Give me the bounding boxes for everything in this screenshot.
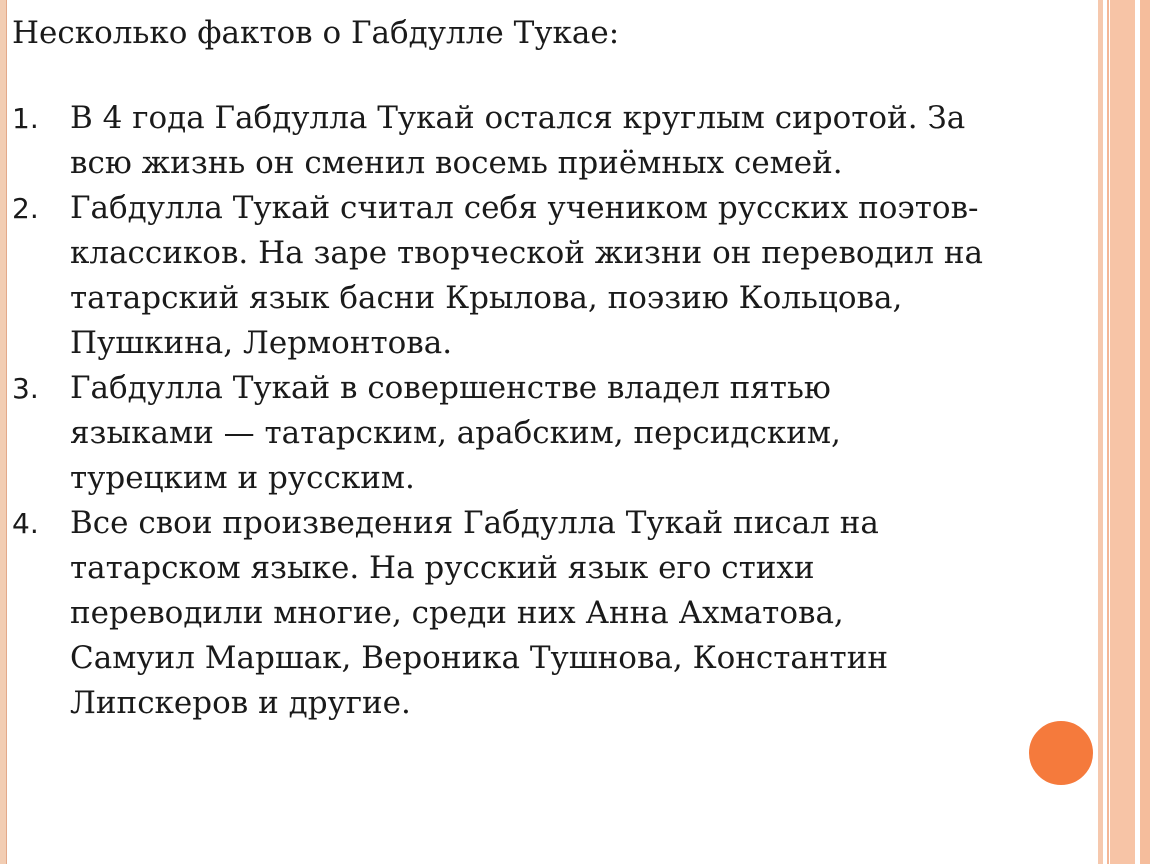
- slide-heading: Несколько фактов о Габдулле Тукае:: [12, 15, 620, 51]
- item-text-line: всю жизнь он сменил восемь приёмных семей.: [70, 145, 843, 181]
- slide-content: [12, 10, 1092, 726]
- list-item: [12, 186, 1092, 366]
- stripe: [1110, 0, 1135, 864]
- list-item: [12, 96, 1092, 186]
- right-decorative-stripes: [1098, 0, 1150, 864]
- item-text-line: турецким и русским.: [70, 460, 415, 496]
- item-text-line: переводили многие, среди них Анна Ахматова,: [70, 595, 844, 631]
- item-text-line: Липскеров и другие.: [70, 685, 411, 721]
- item-text-line: Габдулла Тукай в совершенстве владел пятью: [70, 370, 831, 406]
- item-number: 2.: [12, 192, 39, 225]
- stripe: [1107, 0, 1109, 864]
- item-text-line: татарском языке. На русский язык его стихи: [70, 550, 815, 586]
- orange-circle-decoration: [1026, 718, 1096, 788]
- item-text-line: татарский язык басни Крылова, поэзию Кольцова,: [70, 280, 903, 316]
- stripe: [1098, 0, 1103, 864]
- item-number: 3.: [12, 372, 39, 405]
- item-text-line: классиков. На заре творческой жизни он переводил на: [70, 235, 984, 271]
- left-border-stripe: [0, 0, 7, 864]
- item-text-line: языками — татарским, арабским, персидским,: [70, 415, 841, 451]
- stripe: [1104, 0, 1106, 864]
- item-number: 4.: [12, 507, 39, 540]
- list-item: [12, 366, 1092, 501]
- item-text-line: Пушкина, Лермонтова.: [70, 325, 453, 361]
- stripe: [1136, 0, 1139, 864]
- item-number: 1.: [12, 102, 39, 135]
- item-text-line: Габдулла Тукай считал себя учеником русских поэтов-: [70, 190, 979, 226]
- item-text-line: В 4 года Габдулла Тукай остался круглым сиротой. За: [70, 100, 966, 136]
- item-text-line: Самуил Маршак, Вероника Тушнова, Константин: [70, 640, 889, 676]
- stripe: [1140, 0, 1150, 864]
- item-text-line: Все свои произведения Габдулла Тукай писал на: [70, 505, 879, 541]
- list-item: [12, 501, 1092, 726]
